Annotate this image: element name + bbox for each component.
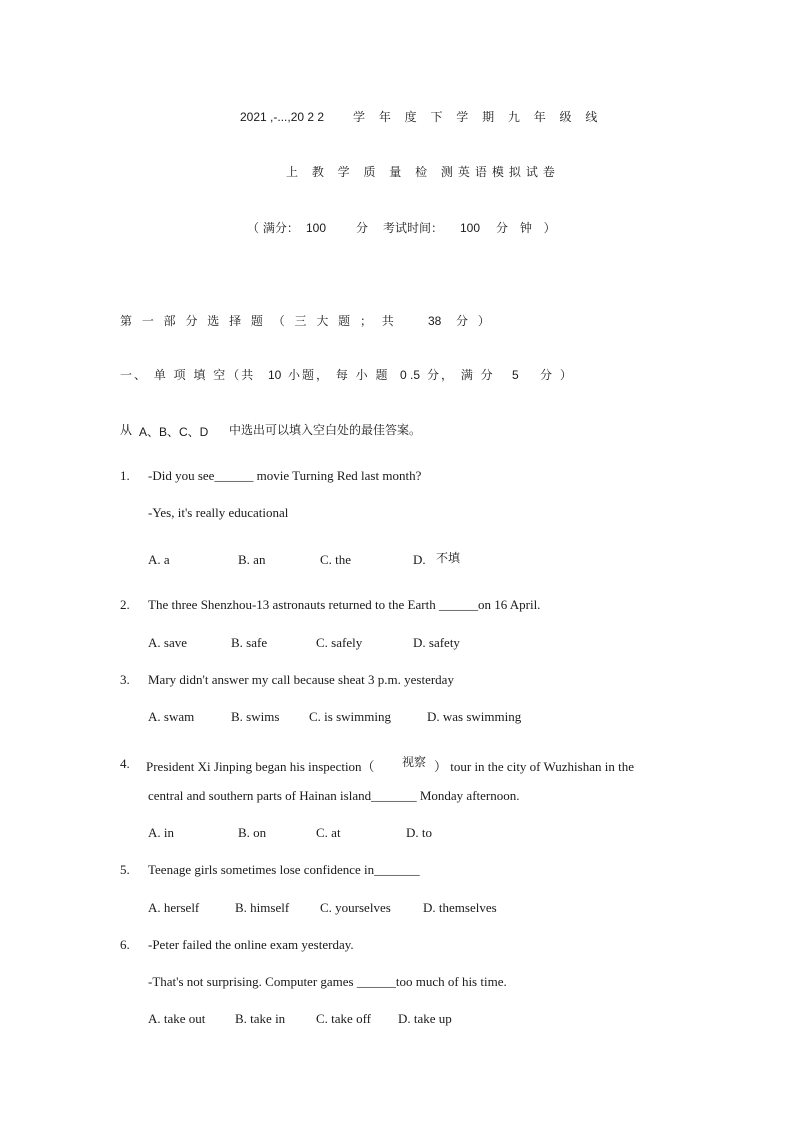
question-4-text-cont: ） tour in the city of Wuzhishan in the (434, 759, 634, 774)
question-2-option-c: C. safely (316, 635, 363, 650)
question-4-option-c: C. at (316, 825, 341, 840)
question-6-option-d: D. take up (398, 1011, 452, 1026)
question-5-option-d: D. themselves (423, 900, 497, 915)
section1-count: 10 (268, 368, 282, 382)
header-fen: 分 (356, 221, 369, 235)
question-6-option-c: C. take off (316, 1011, 371, 1026)
question-3-option-a: A. swam (148, 709, 195, 724)
part1-unit: 分 ） (456, 314, 493, 328)
header-year: 2021 ,-...,20 2 2 (240, 110, 325, 124)
header-line1: 学 年 度 下 学 期 九 年 级 线 (353, 110, 603, 124)
section1-end: 分 ） (540, 368, 574, 382)
question-2-option-d: D. safety (413, 635, 460, 650)
question-5-option-c: C. yourselves (320, 900, 391, 915)
question-number: 2. (120, 597, 130, 612)
question-number: 6. (120, 937, 130, 952)
question-number: 3. (120, 672, 130, 687)
instruction-suffix: 中选出可以填入空白处的最佳答案。 (229, 423, 422, 437)
question-number: 4. (120, 756, 130, 771)
question-2-text: The three Shenzhou-13 astronauts returned to the Earth ______on 16 April. (148, 597, 541, 612)
question-4-option-b: B. on (238, 825, 267, 840)
section1-mid: 小题， 每 小 题 (288, 368, 390, 382)
question-3-option-c: C. is swimming (309, 709, 391, 724)
question-6-option-b: B. take in (235, 1011, 286, 1026)
question-1-option-c: C. the (320, 552, 352, 567)
question-1-text: -Did you see______ movie Turning Red last month? (148, 468, 422, 483)
question-1-option-d: D. (413, 552, 426, 567)
header-minute: 分 钟 ） (496, 221, 560, 235)
question-number: 1. (120, 468, 130, 483)
question-2-option-b: B. safe (231, 635, 268, 650)
question-1-text-line2: -Yes, it's really educational (148, 505, 289, 520)
part1-title: 第 一 部 分 选 择 题 （ 三 大 题 ； 共 (120, 314, 397, 328)
section1-each: 0 .5 (400, 368, 421, 382)
question-6-option-a: A. take out (148, 1011, 206, 1026)
section1-title: 一、 单 项 填 空（共 (120, 368, 256, 382)
header-time-label: 考试时间： (383, 221, 444, 235)
question-5-option-b: B. himself (235, 900, 290, 915)
question-5-text: Teenage girls sometimes lose confidence in_______ (148, 862, 420, 877)
header-full-score: 100 (306, 221, 327, 235)
part1-points: 38 (428, 314, 442, 328)
section1-mid2: 分， 满 分 (427, 368, 495, 382)
header-full-score-label: （ 满分： (247, 221, 299, 235)
question-4-text: President Xi Jinping began his inspection（ (146, 759, 375, 774)
question-6-text: -Peter failed the online exam yesterday. (148, 937, 354, 952)
question-5-option-a: A. herself (148, 900, 200, 915)
question-1-option-a: A. a (148, 552, 170, 567)
question-4-option-a: A. in (148, 825, 174, 840)
question-1-option-b: B. an (238, 552, 266, 567)
header-line2: 上 教 学 质 量 检 测英语模拟试卷 (286, 165, 560, 179)
instruction-prefix: 从 (120, 423, 133, 437)
section1-total: 5 (512, 368, 519, 382)
question-number: 5. (120, 862, 130, 877)
question-6-text-line2: -That's not surprising. Computer games ______too much of his time. (148, 974, 507, 989)
question-1-option-d-text: 不填 (436, 551, 461, 565)
question-4-cn-gloss: 视察 (402, 755, 427, 769)
question-2-option-a: A. save (148, 635, 187, 650)
question-3-text: Mary didn't answer my call because sheat 3 p.m. yesterday (148, 672, 454, 687)
question-4-text-line2: central and southern parts of Hainan island_______ Monday afternoon. (148, 788, 520, 803)
question-4-option-d: D. to (406, 825, 432, 840)
question-3-option-d: D. was swimming (427, 709, 522, 724)
instruction-letters: A、B、C、D (139, 425, 209, 439)
header-time: 100 (460, 221, 481, 235)
question-3-option-b: B. swims (231, 709, 280, 724)
